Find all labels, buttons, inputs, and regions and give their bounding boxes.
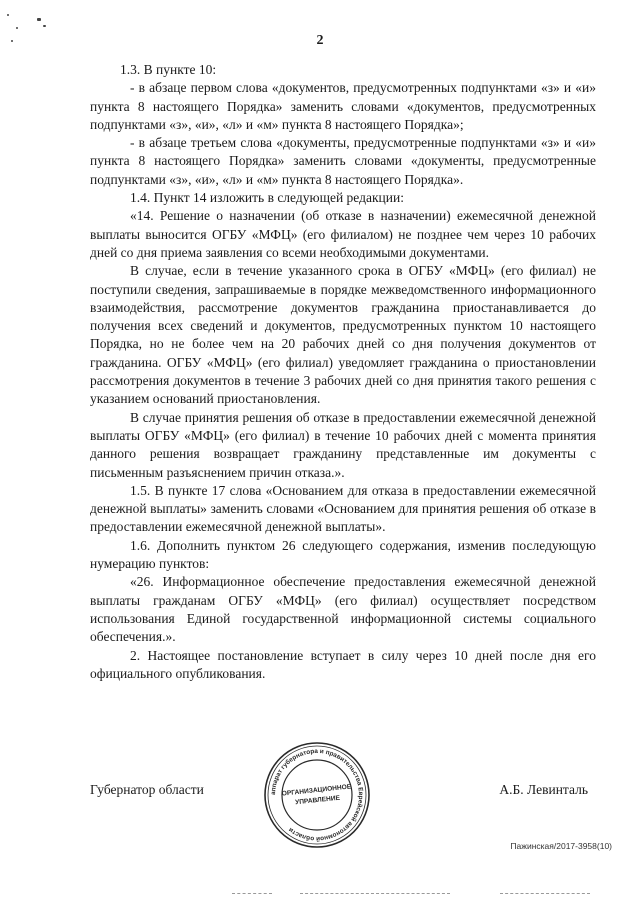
- signer-title: Губернатор области: [90, 782, 204, 797]
- body-paragraph: В случае, если в течение указанного срока в ОГБУ «МФЦ» (его филиал) не поступили сведения, запрашиваемые в порядке межведомственного информационного взаимодействия, рассмотрение документов гражданина приостанавливается до получения всех сведений и документов, предусмотренных пунктом 10 настоящего Порядка, но не более чем на 20 рабочих дней со дня получения документов от гражданина. ОГБУ «МФЦ» (его филиал) уведомляет гражданина о приостановлении рассмотрения документов в течение 3 рабочих дней со дня принятия такого решения с указанием оснований приостановления.: [90, 263, 596, 407]
- document-registration-code: Пажинская/2017-3958(10): [510, 841, 612, 851]
- seal-center-line-1: ОРГАНИЗАЦИОННОЕ: [281, 783, 352, 798]
- scan-edge-dash: [232, 893, 272, 894]
- body-paragraph: 1.4. Пункт 14 изложить в следующей редакции:: [130, 190, 404, 206]
- body-paragraph: 2. Настоящее постановление вступает в силу через 10 дней после дня его официального опубликования.: [90, 647, 596, 681]
- body-paragraph: 1.3. В пункте 10:: [120, 62, 217, 77]
- scan-edge-dash: [500, 893, 590, 894]
- scan-speck: [7, 14, 9, 16]
- body-paragraph: 1.5. В пункте 17 слова «Основанием для отказа в предоставлении ежемесячной денежной выплаты» заменить словами «Основанием для принятия решения об отказе в предоставлении ежемесячной денежной выплаты».: [90, 482, 596, 535]
- body-paragraph: - в абзаце первом слова «документов, предусмотренных подпунктами «з» и «и» пункта 8 настоящего Порядка» заменить словами «документов, предусмотренных подпунктами «з», «и», «л» и «м» пункта 8 настоящего Порядка»;: [90, 80, 596, 132]
- body-paragraph: «26. Информационное обеспечение предоставления ежемесячной денежной выплаты гражданам ОГБУ «МФЦ» (его филиал) осуществляет посредством использования Единой государственной информационной системы социального обеспечения.».: [90, 574, 596, 645]
- scan-speck: [43, 25, 46, 27]
- official-seal: [262, 740, 372, 850]
- seal-center-line-2: УПРАВЛЕНИЕ: [294, 794, 341, 807]
- body-paragraph: 1.6. Дополнить пунктом 26 следующего содержания, изменив последующую нумерацию пунктов:: [90, 537, 596, 572]
- scan-speck: [16, 27, 18, 29]
- body-paragraph: «14. Решение о назначении (об отказе в назначении) ежемесячной денежной выплаты выносится ОГБУ «МФЦ» (его филиалом) не позднее чем через 10 рабочих дней со дня приема заявления со всеми необходимыми документами.: [90, 208, 596, 260]
- scan-edge-dash: [300, 893, 450, 894]
- signer-name: А.Б. Левинталь: [499, 782, 588, 797]
- document-body: [90, 61, 596, 683]
- body-paragraph: В случае принятия решения об отказе в предоставлении ежемесячной денежной выплаты ОГБУ «МФЦ» (его филиал) в течение 10 рабочих дней с момента принятия данного решения возвращает гражданину представленные им документы с письменным разъяснением причин отказа.».: [90, 409, 596, 480]
- scan-speck: [37, 18, 41, 21]
- page-number: 2: [316, 33, 324, 48]
- body-paragraph: - в абзаце третьем слова «документы, предусмотренные подпунктами «з» и «и» пункта 8 настоящего Порядка» заменить словами «документы, предусмотренные подпунктами «з», «и», «л» и «м» пункта 8 настоящего Порядка».: [90, 135, 596, 187]
- seal-ring-text: аппарат губернатора и правительства Еврейской автономной области: [269, 747, 365, 843]
